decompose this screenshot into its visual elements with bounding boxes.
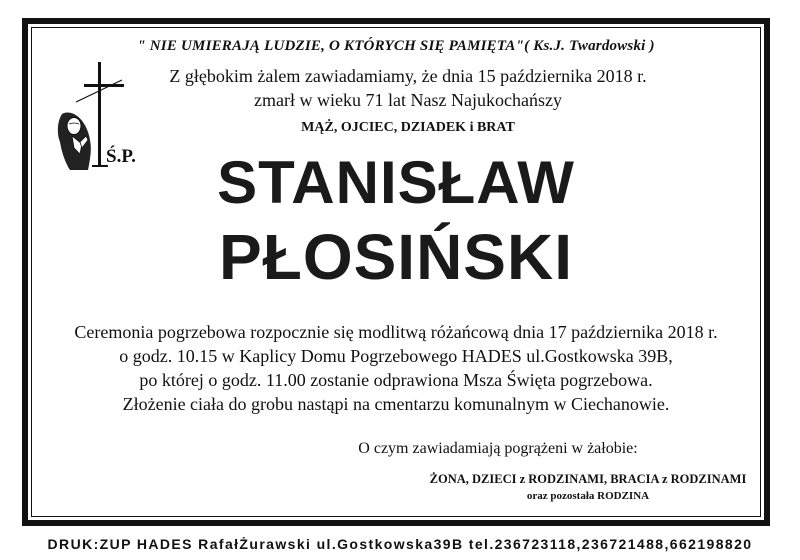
mourners-intro: O czym zawiadamiają pogrążeni w żałobie:: [358, 440, 638, 457]
quote: " NIE UMIERAJĄ LUDZIE, O KTÓRYCH SIĘ PAMIĘTA"( Ks.J. Twardowski ): [137, 38, 655, 54]
announcement-line-1: Z głębokim żalem zawiadamiamy, że dnia 15 października 2018 r.: [169, 66, 647, 86]
family-line-1: ŻONA, DZIECI z RODZINAMI, BRACIA z RODZINAMI: [429, 472, 747, 486]
obituary-frame: [22, 18, 770, 526]
ceremony-line-4: Złożenie ciała do grobu nastąpi na cmentarzu komunalnym w Ciechanowie.: [122, 394, 670, 414]
ceremony-line-2: o godz. 10.15 w Kaplicy Domu Pogrzebowego HADES ul.Gostkowska 39B,: [119, 346, 673, 366]
last-name: PŁOSIŃSKI: [219, 221, 573, 293]
family-line-2: oraz pozostała RODZINA: [526, 490, 650, 502]
announcement-line-2: zmarł w wieku 71 lat Nasz Najukochańszy: [254, 90, 562, 110]
sp-abbreviation: Ś.P.: [106, 146, 136, 167]
ceremony-line-3: po której o godz. 11.00 zostanie odprawiona Msza Święta pogrzebowa.: [139, 370, 653, 390]
first-name: STANISŁAW: [217, 149, 575, 216]
relations: MĄŻ, OJCIEC, DZIADEK i BRAT: [301, 120, 515, 135]
print-credit: DRUK:ZUP HADES RafałŻurawski ul.Gostkowska39B tel.236723118,236721488,662198820: [47, 536, 753, 552]
ceremony-line-1: Ceremonia pogrzebowa rozpocznie się modlitwą różańcową dnia 17 października 2018 r.: [74, 322, 718, 342]
